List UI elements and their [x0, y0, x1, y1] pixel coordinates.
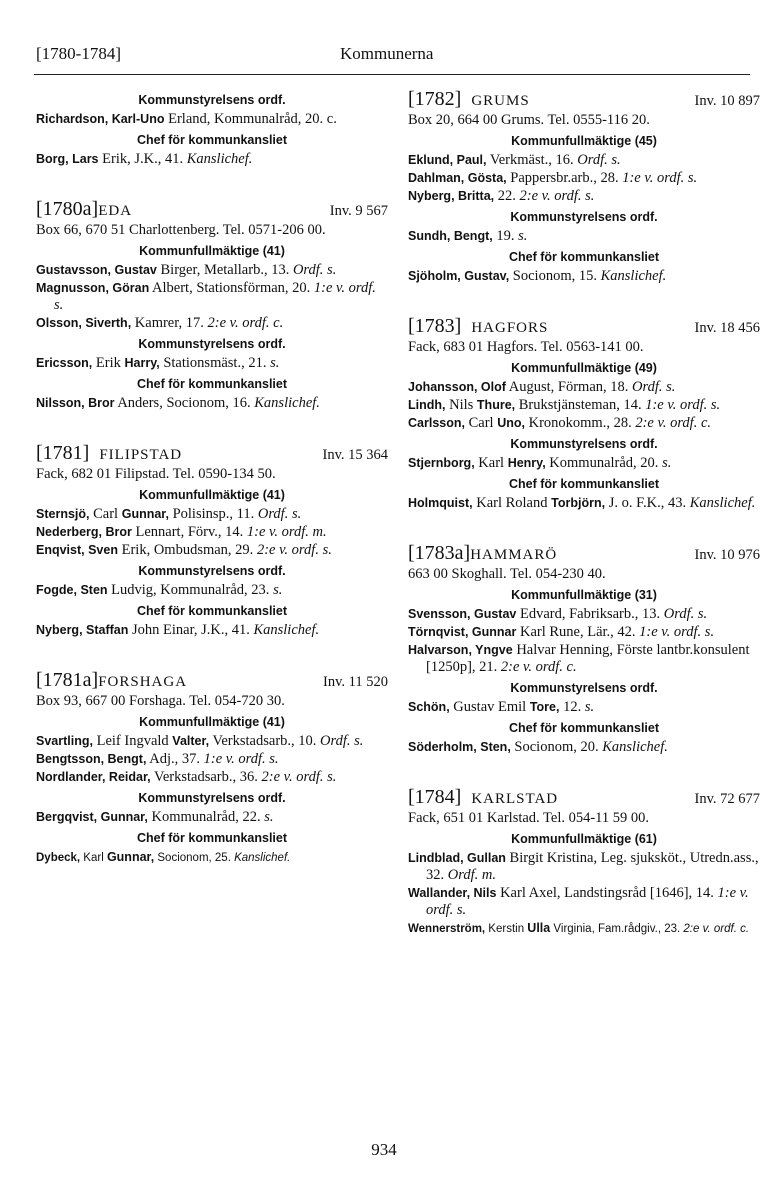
person-callname: Ulla	[527, 921, 551, 935]
person-details: Verkstadsarb., 36.	[150, 769, 262, 785]
person-details: Socionom, 25.	[154, 852, 235, 864]
person-role: 2:e v. ordf. s.	[261, 769, 337, 785]
person-details: Polisinsp., 11.	[168, 506, 258, 522]
municipality-name: FORSHAGA	[98, 674, 188, 690]
person-entry	[36, 751, 388, 768]
person-entry	[408, 624, 760, 641]
section-heading	[36, 130, 388, 150]
person-surname: Sternsjö,	[36, 507, 90, 521]
person-role: Kanslichef.	[234, 852, 291, 864]
municipality-name: KARLSTAD	[471, 791, 559, 807]
person-entry	[36, 622, 388, 639]
person-details: Kerstin	[485, 923, 528, 935]
person-surname: Eklund, Paul,	[408, 153, 487, 167]
person-entry	[36, 542, 388, 559]
person-details: Verkmäst., 16.	[486, 152, 578, 168]
section-heading-text: Kommunfullmäktige	[511, 588, 632, 602]
municipality-address: Fack, 683 01 Hagfors. Tel. 0563-141 00.	[408, 339, 644, 355]
section-heading	[408, 434, 760, 454]
section-heading-text: Kommunfullmäktige	[511, 134, 632, 148]
municipality-population: Inv. 11 520	[323, 674, 388, 690]
running-header-title: Kommunerna	[340, 44, 434, 63]
person-entry	[408, 699, 760, 716]
municipality-number: [1782]	[408, 88, 462, 110]
section-member-count: (41)	[259, 715, 285, 729]
municipality-name: GRUMS	[471, 93, 530, 109]
section-heading-text: Chef för kommunkansliet	[136, 831, 288, 845]
municipality-address: Fack, 651 01 Karlstad. Tel. 054-11 59 00.	[408, 810, 650, 826]
section-heading-text: Chef för kommunkansliet	[136, 133, 288, 147]
person-surname: Carlsson,	[408, 416, 465, 430]
person-role: Kanslichef.	[689, 495, 756, 511]
municipality-population: Inv. 18 456	[694, 320, 760, 336]
section-heading	[408, 358, 760, 378]
section-heading	[36, 828, 388, 848]
municipality-label	[408, 542, 557, 565]
person-role: s.	[584, 699, 595, 715]
person-details: Albert, Stationsförman, 20.	[149, 280, 314, 296]
section-heading-text: Kommunstyrelsens ordf.	[138, 93, 286, 107]
person-entry	[36, 395, 388, 412]
section-member-count: (41)	[259, 244, 285, 258]
person-details: Edvard, Fabriksarb., 13.	[516, 606, 664, 622]
person-role: 1:e v. ordf. s.	[639, 624, 715, 640]
municipality-population: Inv. 15 364	[322, 447, 388, 463]
person-role: 1:e v. ordf. s.	[426, 885, 749, 918]
person-details: Carl	[89, 506, 122, 522]
section-heading	[408, 207, 760, 227]
person-details: Leif Ingvald	[92, 733, 173, 749]
person-details: Virginia, Fam.rådgiv., 23.	[550, 923, 684, 935]
person-entry	[36, 769, 388, 786]
municipality-label	[36, 442, 182, 465]
person-entry	[408, 152, 760, 169]
section-heading-text: Kommunfullmäktige	[139, 715, 260, 729]
person-callname: Gunnar,	[106, 850, 155, 864]
section-heading	[36, 90, 388, 110]
person-entry	[36, 315, 388, 332]
person-role: Ordf. s.	[257, 506, 302, 522]
person-surname: Ericsson,	[36, 356, 93, 370]
municipality-number: [1784]	[408, 786, 462, 808]
person-role: 1:e v. ordf. s.	[622, 170, 698, 186]
person-role: 1:e v. ordf. s.	[645, 397, 721, 413]
person-details: 12.	[559, 699, 585, 715]
page-number: 934	[371, 1140, 397, 1159]
person-surname: Nyberg, Britta,	[408, 189, 495, 203]
section-heading-text: Chef för kommunkansliet	[508, 477, 660, 491]
section-heading	[36, 334, 388, 354]
section-heading	[36, 601, 388, 621]
section-heading-text: Kommunstyrelsens ordf.	[510, 210, 658, 224]
person-surname: Wennerström,	[408, 923, 486, 935]
person-role: Ordf. s.	[663, 606, 708, 622]
municipality-label	[408, 786, 558, 809]
person-role: Kanslichef.	[186, 151, 253, 167]
person-surname: Borg, Lars	[36, 152, 99, 166]
municipality-label	[408, 88, 530, 111]
person-role: 2:e v. ordf. s.	[256, 542, 332, 558]
person-entry	[408, 455, 760, 472]
section-heading	[408, 131, 760, 151]
person-surname: Dahlman, Gösta,	[408, 171, 507, 185]
person-surname: Stjernborg,	[408, 456, 475, 470]
person-role: 2:e v. ordf. s.	[519, 188, 595, 204]
person-details: Nils	[445, 397, 477, 413]
person-entry	[36, 111, 388, 128]
person-role: Ordf. s.	[632, 379, 676, 395]
person-callname: Henry,	[507, 456, 546, 470]
person-details: Kommunalråd, 20.	[545, 455, 663, 471]
person-callname: Thure,	[476, 398, 516, 412]
person-entry	[408, 397, 760, 414]
left-column	[36, 88, 388, 868]
person-details: Verkstadsarb., 10.	[209, 733, 321, 749]
person-entry	[408, 415, 760, 432]
person-details: Karl	[80, 852, 107, 864]
person-details: 22.	[494, 188, 520, 204]
person-entry	[36, 524, 388, 541]
person-details: Erik, Ombudsman, 29.	[117, 542, 257, 558]
person-surname: Johansson, Olof	[408, 380, 506, 394]
person-details: Karl Rune, Lär., 42.	[516, 624, 640, 640]
person-surname: Magnusson, Göran	[36, 281, 150, 295]
section-heading	[408, 829, 760, 849]
person-details: Socionom, 20.	[510, 739, 603, 755]
person-surname: Lindblad, Gullan	[408, 851, 506, 865]
person-details: Karl Roland	[472, 495, 552, 511]
section-heading-text: Kommunstyrelsens ordf.	[510, 437, 658, 451]
municipality-heading	[408, 786, 760, 809]
municipality-label	[36, 669, 187, 692]
section-heading	[408, 585, 760, 605]
section-heading-text: Kommunstyrelsens ordf.	[138, 337, 286, 351]
right-column	[408, 88, 760, 939]
person-entry	[36, 733, 388, 750]
person-role: Ordf. m.	[447, 867, 496, 883]
section-heading-text: Chef för kommunkansliet	[136, 377, 288, 391]
municipality-number: [1781]	[36, 442, 90, 464]
municipality-heading	[408, 542, 760, 565]
person-details: Brukstjänsteman, 14.	[515, 397, 646, 413]
person-role: Kanslichef.	[602, 739, 668, 755]
person-details: Kronokomm., 28.	[524, 415, 636, 431]
person-role: Kanslichef.	[253, 622, 320, 638]
person-details: Anders, Socionom, 16.	[114, 395, 255, 411]
municipality-label	[408, 315, 548, 338]
municipality-population: Inv. 10 897	[694, 93, 760, 109]
section-heading-text: Chef för kommunkansliet	[136, 604, 288, 618]
person-role: s.	[270, 355, 280, 371]
person-surname: Schön,	[408, 700, 450, 714]
person-role: 1:e v. ordf. s.	[203, 751, 279, 767]
header-rule	[34, 74, 750, 75]
person-entry	[36, 355, 388, 372]
section-heading-text: Kommunstyrelsens ordf.	[138, 564, 286, 578]
section-heading-text: Kommunfullmäktige	[139, 244, 260, 258]
section-member-count: (41)	[259, 488, 285, 502]
person-callname: Uno,	[497, 416, 525, 430]
municipality-heading	[36, 198, 388, 221]
person-callname: Valter,	[172, 734, 210, 748]
municipality-population: Inv. 9 567	[329, 203, 388, 219]
person-entry	[36, 280, 388, 314]
municipality-name: EDA	[98, 203, 133, 219]
municipality-heading	[36, 442, 388, 465]
person-role: 2:e v. ordf. c.	[500, 659, 577, 675]
section-heading-text: Chef för kommunkansliet	[508, 721, 660, 735]
person-role: 2:e v. ordf. c.	[635, 415, 712, 431]
person-entry	[408, 850, 760, 884]
person-entry	[408, 885, 760, 919]
person-role: 1:e v. ordf. m.	[246, 524, 327, 540]
person-role: s.	[518, 228, 528, 244]
person-role: s.	[264, 809, 274, 825]
municipality-number: [1783]	[408, 315, 462, 337]
person-details: Erik, J.K., 41.	[98, 151, 187, 167]
person-entry	[408, 228, 760, 245]
person-details: Carl	[464, 415, 498, 431]
person-surname: Wallander, Nils	[408, 886, 497, 900]
person-entry	[408, 379, 760, 396]
person-surname: Söderholm, Sten,	[408, 740, 511, 754]
person-surname: Nordlander, Reidar,	[36, 770, 151, 784]
person-details: J. o. F.K., 43.	[605, 495, 690, 511]
person-entry	[36, 151, 388, 168]
person-callname: Harry,	[124, 356, 160, 370]
municipality-number: [1781a]	[36, 669, 99, 691]
person-details: Gustav Emil	[449, 699, 530, 715]
municipality-name: HAGFORS	[471, 320, 549, 336]
person-surname: Svartling,	[36, 734, 93, 748]
person-details: Ludvig, Kommunalråd, 23.	[107, 582, 274, 598]
person-surname: Enqvist, Sven	[36, 543, 118, 557]
section-member-count: (61)	[631, 832, 657, 846]
municipality-name: FILIPSTAD	[99, 447, 183, 463]
person-surname: Fogde, Sten	[36, 583, 108, 597]
person-details: Socionom, 15.	[509, 268, 601, 284]
section-member-count: (31)	[631, 588, 657, 602]
section-heading	[36, 241, 388, 261]
person-callname: Tore,	[529, 700, 560, 714]
person-details: Birger, Metallarb., 13.	[156, 262, 293, 278]
person-details: Pappersbr.arb., 28.	[506, 170, 623, 186]
person-role: Ordf. s.	[577, 152, 621, 168]
person-entry	[408, 642, 760, 676]
person-role: 2:e v. ordf. c.	[207, 315, 284, 331]
section-member-count: (45)	[631, 134, 657, 148]
person-entry	[36, 506, 388, 523]
person-surname: Nilsson, Bror	[36, 396, 115, 410]
person-role: s.	[273, 582, 283, 598]
section-heading	[408, 474, 760, 494]
person-entry	[408, 739, 760, 756]
municipality-population: Inv. 10 976	[694, 547, 760, 563]
person-details: Halvar Henning, Förste lantbr.konsulent [1250p], 21.	[426, 642, 750, 675]
municipality-population: Inv. 72 677	[694, 791, 760, 807]
person-entry	[408, 170, 760, 187]
section-heading	[36, 485, 388, 505]
running-header-range: [1780-1784]	[36, 44, 121, 63]
person-details: Lennart, Förv., 14.	[131, 524, 247, 540]
person-surname: Sjöholm, Gustav,	[408, 269, 510, 283]
person-details: Adj., 37.	[146, 751, 204, 767]
person-details: Kamrer, 17.	[131, 315, 208, 331]
person-role: 2:e v. ordf. c.	[683, 923, 750, 935]
section-heading-text: Kommunstyrelsens ordf.	[138, 791, 286, 805]
section-heading	[408, 678, 760, 698]
municipality-address: 663 00 Skoghall. Tel. 054-230 40.	[408, 566, 606, 582]
person-callname: Torbjörn,	[551, 496, 606, 510]
person-surname: Nederberg, Bror	[36, 525, 132, 539]
person-role: s.	[662, 455, 672, 471]
person-surname: Törnqvist, Gunnar	[408, 625, 517, 639]
person-surname: Sundh, Bengt,	[408, 229, 493, 243]
person-details: Karl Axel, Landstingsråd [1646], 14.	[496, 885, 718, 901]
municipality-address: Box 93, 667 00 Forshaga. Tel. 054-720 30.	[36, 693, 285, 709]
person-surname: Gustavsson, Gustav	[36, 263, 157, 277]
person-entry	[408, 268, 760, 285]
section-heading-text: Kommunstyrelsens ordf.	[510, 681, 658, 695]
person-surname: Olsson, Siverth,	[36, 316, 132, 330]
municipality-heading	[408, 315, 760, 338]
section-heading-text: Kommunfullmäktige	[511, 361, 632, 375]
person-entry	[36, 809, 388, 826]
person-details: August, Förman, 18.	[505, 379, 633, 395]
person-entry	[408, 188, 760, 205]
person-entry	[36, 582, 388, 599]
section-heading	[36, 712, 388, 732]
person-role: Kanslichef.	[254, 395, 320, 411]
municipality-number: [1780a]	[36, 198, 99, 220]
person-entry	[408, 495, 760, 512]
municipality-heading	[408, 88, 760, 111]
person-surname: Bergqvist, Gunnar,	[36, 810, 148, 824]
municipality-name: HAMMARÖ	[470, 547, 558, 563]
person-entry	[408, 920, 760, 938]
person-entry	[408, 606, 760, 623]
section-heading-text: Kommunfullmäktige	[139, 488, 260, 502]
person-role: 1:e v. ordf. s.	[54, 280, 376, 313]
municipality-heading	[36, 669, 388, 692]
person-details: Karl	[474, 455, 508, 471]
person-role: Ordf. s.	[320, 733, 364, 749]
person-role: Ordf. s.	[292, 262, 337, 278]
person-surname: Dybeck,	[36, 852, 81, 864]
municipality-number: [1783a]	[408, 542, 471, 564]
person-details: Birgit Kristina, Leg. sjuksköt., Utredn.ass., 32.	[426, 850, 759, 883]
section-member-count: (49)	[631, 361, 657, 375]
section-heading	[408, 247, 760, 267]
person-surname: Lindh,	[408, 398, 446, 412]
person-entry	[36, 262, 388, 279]
person-details: Kommunalråd, 22.	[147, 809, 265, 825]
person-role: Kanslichef.	[600, 268, 667, 284]
section-heading-text: Chef för kommunkansliet	[508, 250, 660, 264]
municipality-label	[36, 198, 132, 221]
section-heading	[36, 561, 388, 581]
person-surname: Nyberg, Staffan	[36, 623, 129, 637]
person-surname: Svensson, Gustav	[408, 607, 517, 621]
person-details: John Einar, J.K., 41.	[128, 622, 254, 638]
section-heading	[408, 718, 760, 738]
person-details: Stationsmäst., 21.	[159, 355, 271, 371]
person-details: Erik	[92, 355, 125, 371]
section-heading-text: Kommunfullmäktige	[511, 832, 632, 846]
person-surname: Richardson, Karl-Uno	[36, 112, 165, 126]
person-surname: Holmquist,	[408, 496, 473, 510]
person-entry	[36, 849, 388, 867]
person-callname: Gunnar,	[121, 507, 169, 521]
person-details: 19.	[492, 228, 519, 244]
section-heading	[36, 374, 388, 394]
municipality-address: Fack, 682 01 Filipstad. Tel. 0590-134 50.	[36, 466, 276, 482]
person-surname: Halvarson, Yngve	[408, 643, 513, 657]
person-surname: Bengtsson, Bengt,	[36, 752, 147, 766]
section-heading	[36, 788, 388, 808]
municipality-address: Box 20, 664 00 Grums. Tel. 0555-116 20.	[408, 112, 650, 128]
person-details: Erland, Kommunalråd, 20. c.	[164, 111, 337, 127]
municipality-address: Box 66, 670 51 Charlottenberg. Tel. 0571-206 00.	[36, 222, 326, 238]
